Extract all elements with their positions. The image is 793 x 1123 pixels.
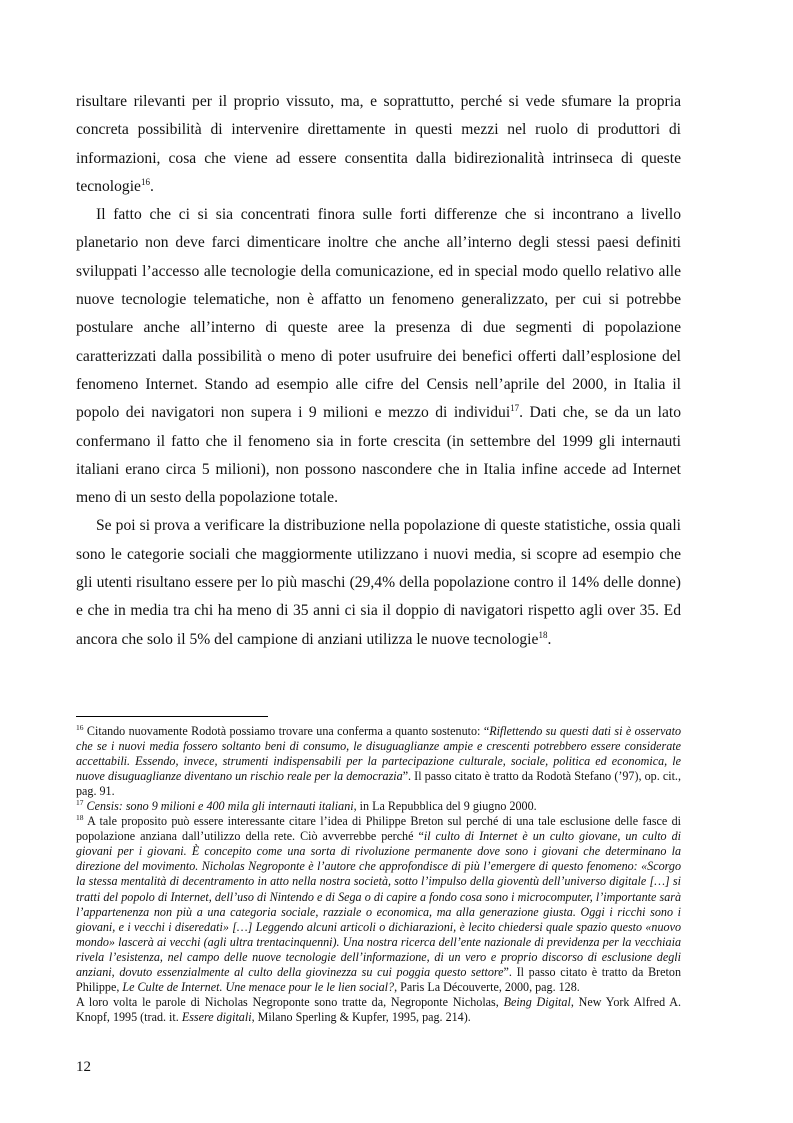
footnote-16-number: 16 <box>76 722 84 732</box>
page-number: 12 <box>76 1059 91 1075</box>
footnote-separator <box>76 716 268 717</box>
footnote-18-quote: il culto di Internet è un culto giovane, un culto di giovani per i giovani. È concepito come una sorta di rivoluzione permanente dove sono i giovani che determinano la direzione del movimento. Nicholas Negroponte è l’autore che approfondisce di più l’emergere di questo fenomeno: «Scorgo la stessa mentalità di decentramento in atto nella nostra società, sotto l’impulso della gioventù dell’universo digitale […] si tratti del popolo di Internet, dell’uso di Nintendo e di Sega o di capire a fondo cosa sono i microcomputer, l’importante sarà l’appartenenza non più a una categoria sociale, razziale o economica, ma alla generazione giusta. Oggi i ricchi sono i giovani, e i vecchi i diseredati» […] Leggendo alcuni articoli o dichiarazioni, è lecito chiedersi quale spazio questo «nuovo mondo» lascerà ai vecchi (agli ultra trentacinquenni). Una nostra ricerca dell’ente nazionale di previdenza per la vecchiaia rivela l’esistenza, nel campo delle nuove tecnologie dell’informazione, di un vero e proprio discorso di esclusione degli anziani, dovuto essenzialmente al culto della giovinezza su cui poggia questo settore <box>76 829 681 979</box>
paragraph-2 <box>76 201 681 512</box>
paragraph-2-text-a: Il fatto che ci si sia concentrati finora sulle forti differenze che si incontrano a livello planetario non deve farci dimenticare inoltre che anche all’interno degli stessi paesi definiti sviluppati l’accesso alle tecnologie della comunicazione, ed in special modo quello relativo alle nuove tecnologie telematiche, non è affatto un fenomeno generalizzato, per cui si potrebbe postulare anche all’interno di queste aree la presenza di due segmenti di popolazione caratterizzati dalla possibilità o meno di poter usufruire dei benefici offerti dall’esplosione del fenomeno Internet. Stando ad esempio alle cifre del Censis nell’aprile del 2000, in Italia il popolo dei navigatori non supera i 9 milioni e mezzo di individui <box>76 206 681 422</box>
paragraph-1-end: . <box>149 177 154 195</box>
footnote-16-text-b: ”. Il passo citato è tratto da Rodotà Stefano (’97), op. cit., pag. 91. <box>76 769 681 799</box>
footnote-16-quote: Riflettendo su questi dati si è osservato che se i nuovi media fossero soltanto beni di consumo, le disuguaglianze ampie e crescenti potrebbero essere considerate accettabili. Essendo, invece, strumenti indispensabili per la partecipazione culturale, sociale, politica ed economica, le nuove disuguaglianze diventano un rischio reale per la democrazia <box>76 724 682 784</box>
paragraph-1 <box>76 88 681 201</box>
footnote-ref-17[interactable]: 17 <box>510 403 520 414</box>
footnote-18b-title-2: Essere digitali <box>181 1009 252 1024</box>
footnote-18-text-c: , Paris La Découverte, 2000, pag. 128. <box>394 979 580 994</box>
footnote-ref-16[interactable]: 16 <box>140 176 150 187</box>
footnote-18b-text-b: , New York Alfred A. Knopf, 1995 (trad. it. <box>76 994 681 1024</box>
paragraph-3 <box>76 512 681 653</box>
paragraph-1-text: risultare rilevanti per il proprio vissuto, ma, e soprattutto, perché si vede sfumare la propria concreta possibilità di intervenire direttamente in questi mezzi nel ruolo di produttori di informazioni, cosa che viene ad essere consentita dalla bidirezionalità intrinseca di queste tecnologie <box>76 93 681 195</box>
footnotes <box>76 724 681 1025</box>
footnote-18 <box>76 814 681 995</box>
paragraph-3-end: . <box>547 630 552 648</box>
footnote-18-text-a: A tale proposito può essere interessante citare l’idea di Philippe Breton sul perché di una tale esclusione delle fasce di popolazione anziana dall’utilizzo della rete. Ciò avverrebbe perché “ <box>76 814 681 844</box>
footnote-17-number: 17 <box>76 798 84 808</box>
main-text <box>76 88 681 654</box>
paragraph-2-text-b: . Dati che, se da un lato confermano il fatto che il fenomeno sia in forte crescita (in settembre del 1999 gli internauti italiani erano circa 5 milioni), non possono nascondere che in Italia infine accede ad Internet meno di un sesto della popolazione totale. <box>76 404 682 507</box>
footnote-18b-text-a: A loro volta le parole di Nicholas Negroponte sono tratte da, Negroponte Nicholas, <box>76 994 504 1009</box>
footnote-18-book-title: Le Culte de Internet. Une menace pour le le lien social? <box>122 979 395 994</box>
footnote-16 <box>76 724 681 799</box>
paragraph-3-text: Se poi si prova a verificare la distribuzione nella popolazione di queste statistiche, ossia quali sono le categorie sociali che maggiormente utilizzano i nuovi media, si scopre ad esempio che gli utenti risultano essere per lo più maschi (29,4% della popolazione contro il 14% delle donne) e che in media tra chi ha meno di 35 anni ci sia il doppio di navigatori rispetto agli over 35. Ed ancora che solo il 5% del campione di anziani utilizza le nuove tecnologie <box>76 517 681 648</box>
footnote-18-continued <box>76 995 681 1025</box>
footnote-18b-title-1: Being Digital <box>503 994 571 1009</box>
footnote-17-title: Censis: sono 9 milioni e 400 mila gli internauti italiani <box>83 799 354 814</box>
footnote-16-text-a: Citando nuovamente Rodotà possiamo trovare una conferma a quanto sostenuto: “ <box>83 724 490 738</box>
footnote-17 <box>76 799 681 814</box>
footnote-18-number: 18 <box>76 813 84 823</box>
footnote-18-text-b: ”. Il passo citato è tratto da Breton Philippe, <box>76 964 681 994</box>
footnote-18b-text-c: , Milano Sperling & Kupfer, 1995, pag. 214). <box>251 1009 471 1024</box>
footnote-17-text-b: , in La Repubblica del 9 giugno 2000. <box>353 799 537 814</box>
footnote-ref-18[interactable]: 18 <box>538 629 548 640</box>
